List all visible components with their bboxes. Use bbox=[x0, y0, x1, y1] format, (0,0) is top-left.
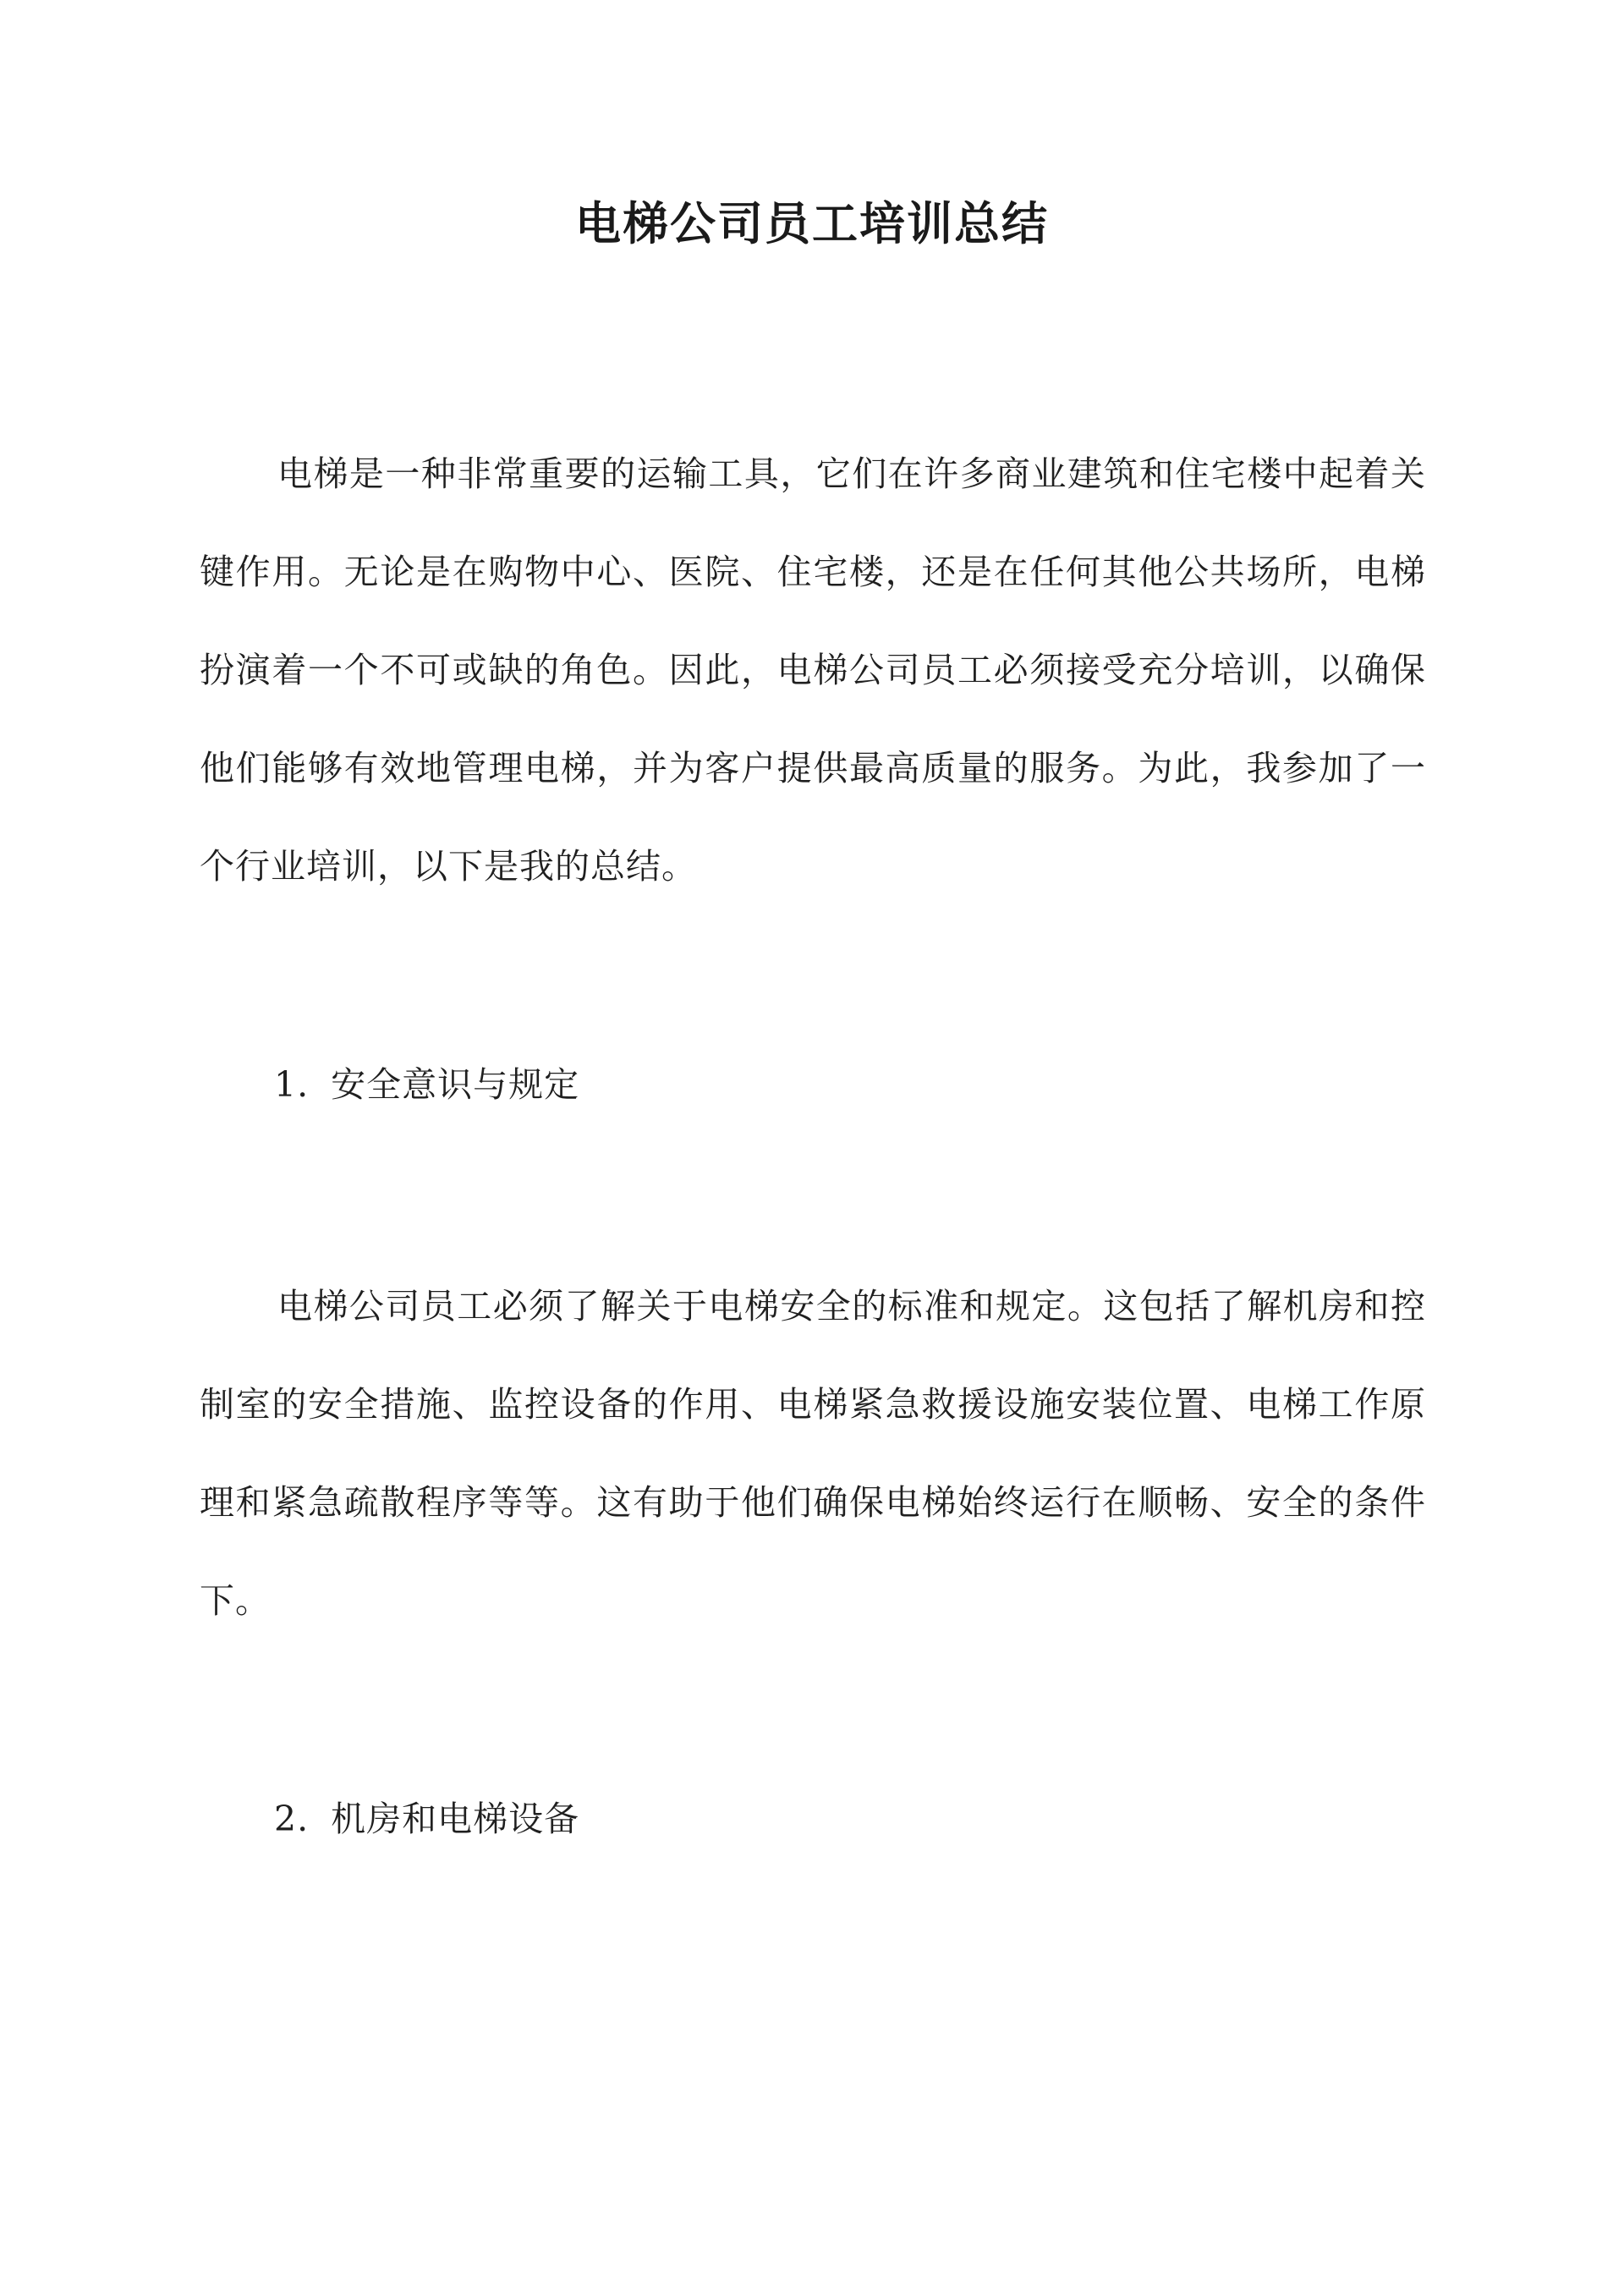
section-1-paragraph: 电梯公司员工必须了解关于电梯安全的标准和规定。这包括了解机房和控制室的安全措施、监控设备的作用、电梯紧急救援设施安装位置、电梯工作原理和紧急疏散程序等等。这有助于他们确保电梯始终运行在顺畅、安全的条件下。 bbox=[200, 1286, 1426, 1621]
section-1-number: 1. bbox=[274, 1064, 310, 1105]
document-title: 电梯公司员工培训总结 bbox=[575, 196, 1049, 250]
section-2-number: 2. bbox=[274, 1799, 310, 1839]
section-2-title: 机房和电梯设备 bbox=[331, 1799, 580, 1839]
section-1-heading bbox=[274, 1059, 579, 1110]
section-1-title: 安全意识与规定 bbox=[331, 1064, 580, 1105]
section-2-heading bbox=[274, 1793, 579, 1844]
intro-paragraph: 电梯是一种非常重要的运输工具，它们在许多商业建筑和住宅楼中起着关键作用。无论是在购物中心、医院、住宅楼，还是在任何其他公共场所，电梯扮演着一个不可或缺的角色。因此，电梯公司员工必须接受充分培训，以确保他们能够有效地管理电梯，并为客户提供最高质量的服务。为此，我参加了一个行业培训，以下是我的总结。 bbox=[200, 453, 1426, 887]
